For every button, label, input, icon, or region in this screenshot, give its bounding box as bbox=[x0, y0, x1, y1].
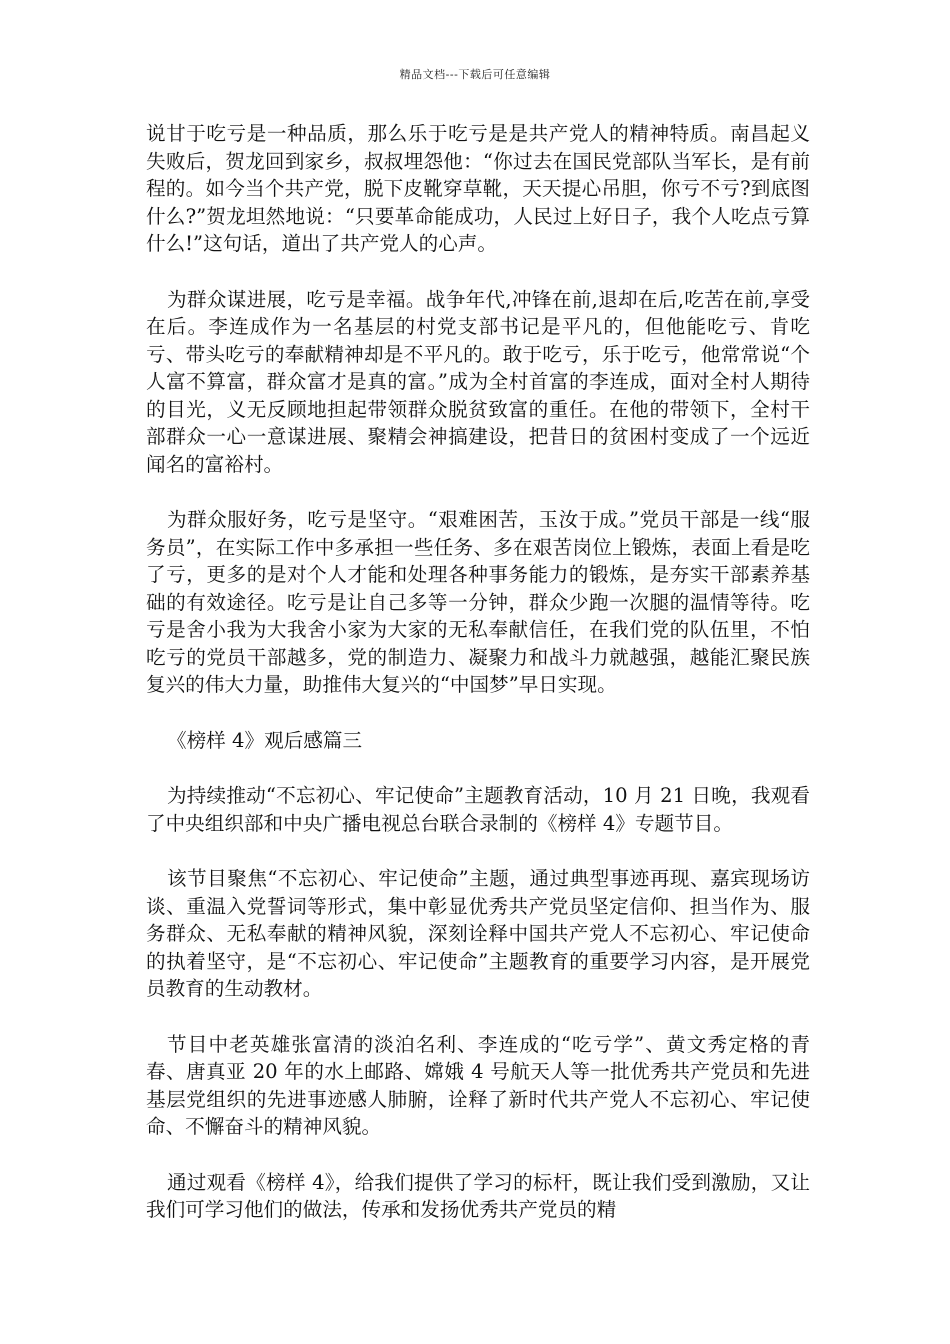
paragraph-7: 通过观看《榜样 4》，给我们提供了学习的标杆，既让我们受到激励，又让我们可学习他们的做法，传承和发扬优秀共产党员的精 bbox=[146, 1170, 810, 1221]
paragraph-5: 该节目聚焦“不忘初心、牢记使命”主题，通过典型事迹再现、嘉宾现场访谈、重温入党誓词等形式，集中彰显优秀共产党员坚定信仰、担当作为、服务群众、无私奉献的精神风貌，深刻诠释中国共产党人不忘初心、牢记使命的执着坚守，是“不忘初心、牢记使命”主题教育的重要学习内容，是开展党员教育的生动教材。 bbox=[146, 867, 810, 1000]
paragraph-3: 为群众服好务，吃亏是坚守。“艰难困苦，玉汝于成。”党员干部是一线“服务员”，在实际工作中多承担一些任务、多在艰苦岗位上锻炼，表面上看是吃了亏，更多的是对个人才能和处理各种事务能力的锻炼，是夯实干部素养基础的有效途径。吃亏是让自己多等一分钟，群众少跑一次腿的温情等待。吃亏是舍小我为大我舍小家为大家的无私奉献信任，在我们党的队伍里，不怕吃亏的党员干部越多，党的制造力、凝聚力和战斗力就越强，越能汇聚民族复兴的伟大力量，助推伟大复兴的“中国梦”早日实现。 bbox=[146, 508, 810, 696]
page-header: 精品文档---下载后可任意编辑 bbox=[399, 68, 551, 81]
paragraph-6: 节目中老英雄张富清的淡泊名利、李连成的“吃亏学”、黄文秀定格的青春、唐真亚 20 年的水上邮路、嫦娥 4 号航天人等一批优秀共产党员和先进基层党组织的先进事迹感人肺腑，诠释了新时代共产党人不忘初心、牢记使命、不懈奋斗的精神风貌。 bbox=[146, 1032, 810, 1138]
section-title: 《榜样 4》观后感篇三 bbox=[167, 728, 363, 752]
document-body bbox=[146, 120, 810, 1252]
paragraph-4: 为持续推动“不忘初心、牢记使命”主题教育活动，10 月 21 日晚，我观看了中央组织部和中央广播电视总台联合录制的《榜样 4》专题节目。 bbox=[146, 784, 810, 835]
paragraph-1: 说甘于吃亏是一种品质，那么乐于吃亏是是共产党人的精神特质。南昌起义失败后，贺龙回到家乡，叔叔埋怨他：“你过去在国民党部队当军长，是有前程的。如今当个共产党，脱下皮靴穿草靴，天天提心吊胆，你亏不亏?到底图什么?”贺龙坦然地说：“只要革命能成功，人民过上好日子，我个人吃点亏算什么!”这句话，道出了共产党人的心声。 bbox=[146, 122, 810, 255]
paragraph-2: 为群众谋进展，吃亏是幸福。战争年代,冲锋在前,退却在后,吃苦在前,享受在后。李连成作为一名基层的村党支部书记是平凡的，但他能吃亏、肯吃亏、带头吃亏的奉献精神却是不平凡的。敢于吃亏，乐于吃亏，他常常说“个人富不算富，群众富才是真的富。”成为全村首富的李连成，面对全村人期待的目光，义无反顾地担起带领群众脱贫致富的重任。在他的带领下，全村干部群众一心一意谋进展、聚精会神搞建设，把昔日的贫困村变成了一个远近闻名的富裕村。 bbox=[146, 287, 810, 476]
